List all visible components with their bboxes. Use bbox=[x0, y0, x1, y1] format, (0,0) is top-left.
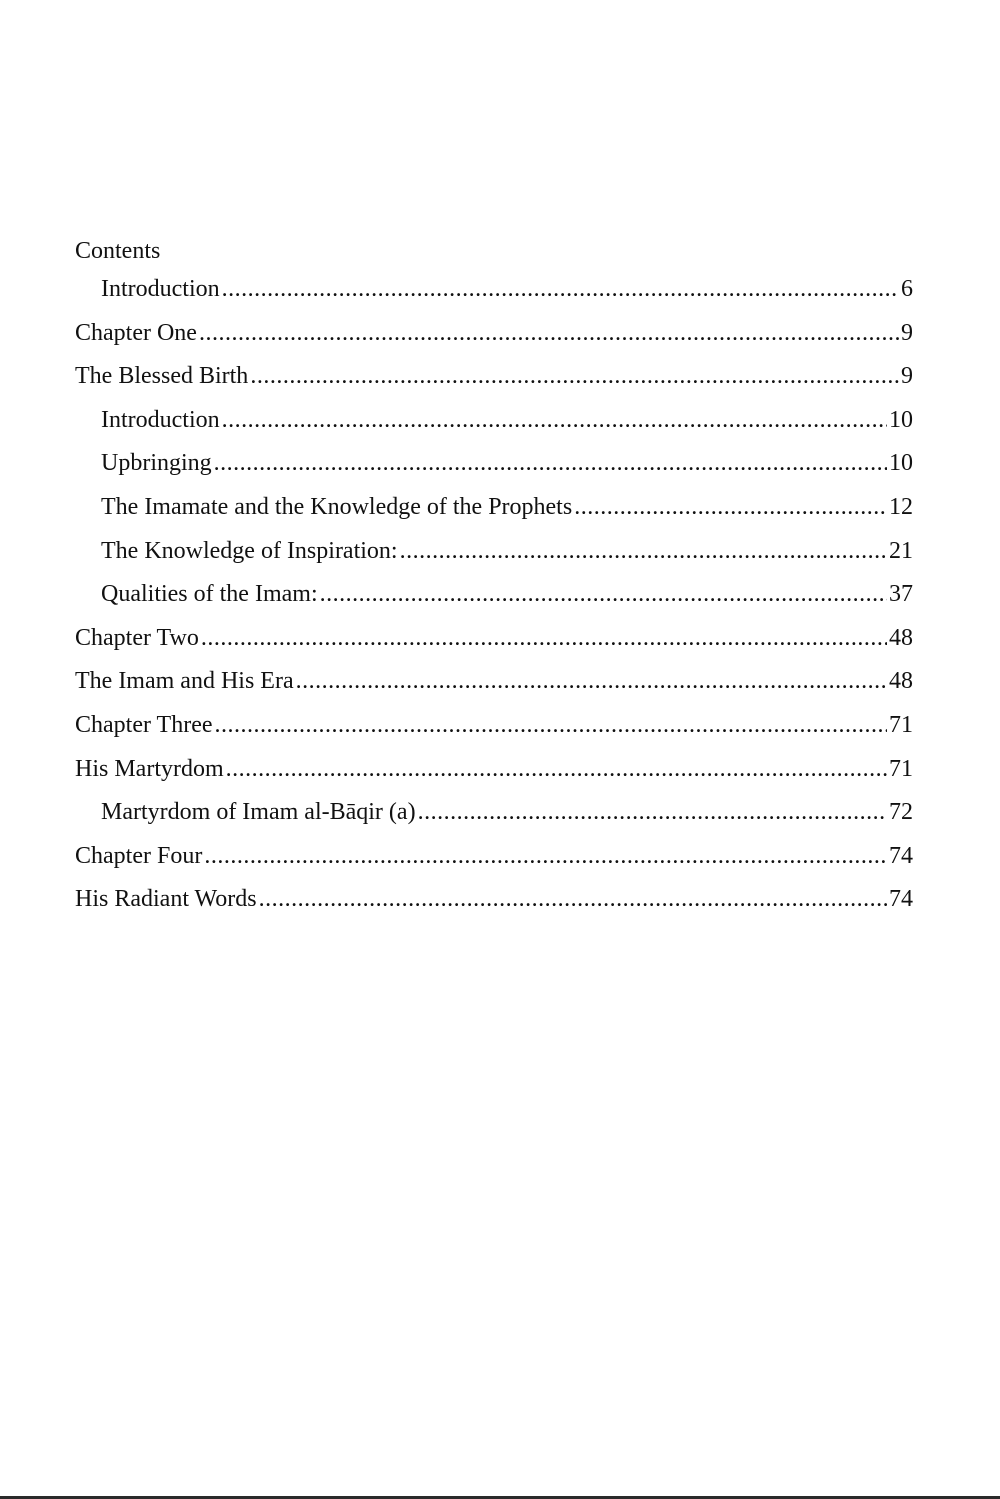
toc-entry-title: The Knowledge of Inspiration: bbox=[101, 537, 398, 564]
toc-entry-title: Introduction bbox=[101, 276, 220, 302]
toc-entry-title: The Imam and His Era bbox=[75, 668, 294, 695]
toc-entry-title: His Martyrdom bbox=[75, 755, 224, 782]
toc-entry-page-number: 48 bbox=[889, 624, 913, 651]
toc-dot-leader bbox=[222, 403, 887, 437]
toc-entry-page-number: 9 bbox=[901, 363, 913, 390]
toc-dot-leader bbox=[199, 316, 899, 350]
toc-entry-page-number: 71 bbox=[889, 755, 913, 782]
toc-entry-page-number: 72 bbox=[889, 799, 913, 826]
toc-entry[interactable] bbox=[75, 577, 913, 621]
toc-dot-leader bbox=[296, 664, 887, 698]
toc-dot-leader bbox=[222, 272, 899, 306]
toc-entry[interactable] bbox=[75, 795, 913, 839]
toc-entry[interactable] bbox=[75, 621, 913, 665]
toc-entry-page-number: 10 bbox=[889, 406, 913, 433]
toc-entry-title: Chapter One bbox=[75, 319, 197, 346]
toc-entry-page-number: 10 bbox=[889, 450, 913, 477]
toc-entry[interactable] bbox=[75, 752, 913, 796]
toc-entry-title: Chapter Three bbox=[75, 711, 213, 738]
toc-entry-title: Qualities of the Imam: bbox=[101, 581, 318, 608]
toc-dot-leader bbox=[226, 752, 887, 786]
toc-entry-page-number: 74 bbox=[889, 842, 913, 869]
toc-entry-page-number: 12 bbox=[889, 493, 913, 520]
toc-dot-leader bbox=[214, 446, 887, 480]
toc-entry[interactable] bbox=[75, 316, 913, 360]
toc-entry[interactable] bbox=[75, 490, 913, 534]
toc-entry[interactable] bbox=[75, 446, 913, 490]
toc-entry-title: Introduction bbox=[101, 406, 220, 433]
toc-list bbox=[75, 272, 913, 926]
toc-entry[interactable] bbox=[75, 359, 913, 403]
toc-entry-page-number: 71 bbox=[889, 711, 913, 738]
toc-entry-title: Chapter Two bbox=[75, 624, 199, 651]
toc-entry-title: The Imamate and the Knowledge of the Prophets bbox=[101, 493, 573, 520]
toc-dot-leader bbox=[400, 534, 887, 568]
toc-dot-leader bbox=[418, 795, 887, 829]
toc-entry[interactable] bbox=[75, 534, 913, 578]
toc-heading: Contents bbox=[75, 238, 161, 264]
toc-dot-leader bbox=[204, 839, 887, 873]
toc-dot-leader bbox=[250, 359, 899, 393]
toc-entry-title: Martyrdom of Imam al-Bāqir (a) bbox=[101, 799, 416, 826]
toc-entry[interactable] bbox=[75, 664, 913, 708]
toc-entry[interactable] bbox=[75, 403, 913, 447]
toc-entry-page-number: 37 bbox=[889, 581, 913, 608]
toc-entry-page-number: 21 bbox=[889, 537, 913, 564]
toc-dot-leader bbox=[320, 577, 887, 611]
toc-entry-title: The Blessed Birth bbox=[75, 363, 249, 390]
toc-dot-leader bbox=[201, 621, 887, 655]
toc-dot-leader bbox=[574, 490, 887, 524]
toc-entry-page-number: 9 bbox=[901, 319, 913, 346]
toc-entry-title: Chapter Four bbox=[75, 842, 203, 869]
toc-dot-leader bbox=[259, 882, 887, 916]
toc-entry[interactable] bbox=[75, 882, 913, 926]
toc-entry-title: His Radiant Words bbox=[75, 886, 257, 913]
toc-entry[interactable] bbox=[75, 708, 913, 752]
toc-entry[interactable] bbox=[75, 272, 913, 316]
toc-entry-page-number: 6 bbox=[901, 276, 913, 302]
toc-entry-page-number: 74 bbox=[889, 886, 913, 913]
table-of-contents bbox=[75, 234, 913, 926]
toc-dot-leader bbox=[215, 708, 888, 742]
toc-entry-title: Upbringing bbox=[101, 450, 212, 477]
toc-entry-page-number: 48 bbox=[889, 668, 913, 695]
toc-entry[interactable] bbox=[75, 839, 913, 883]
